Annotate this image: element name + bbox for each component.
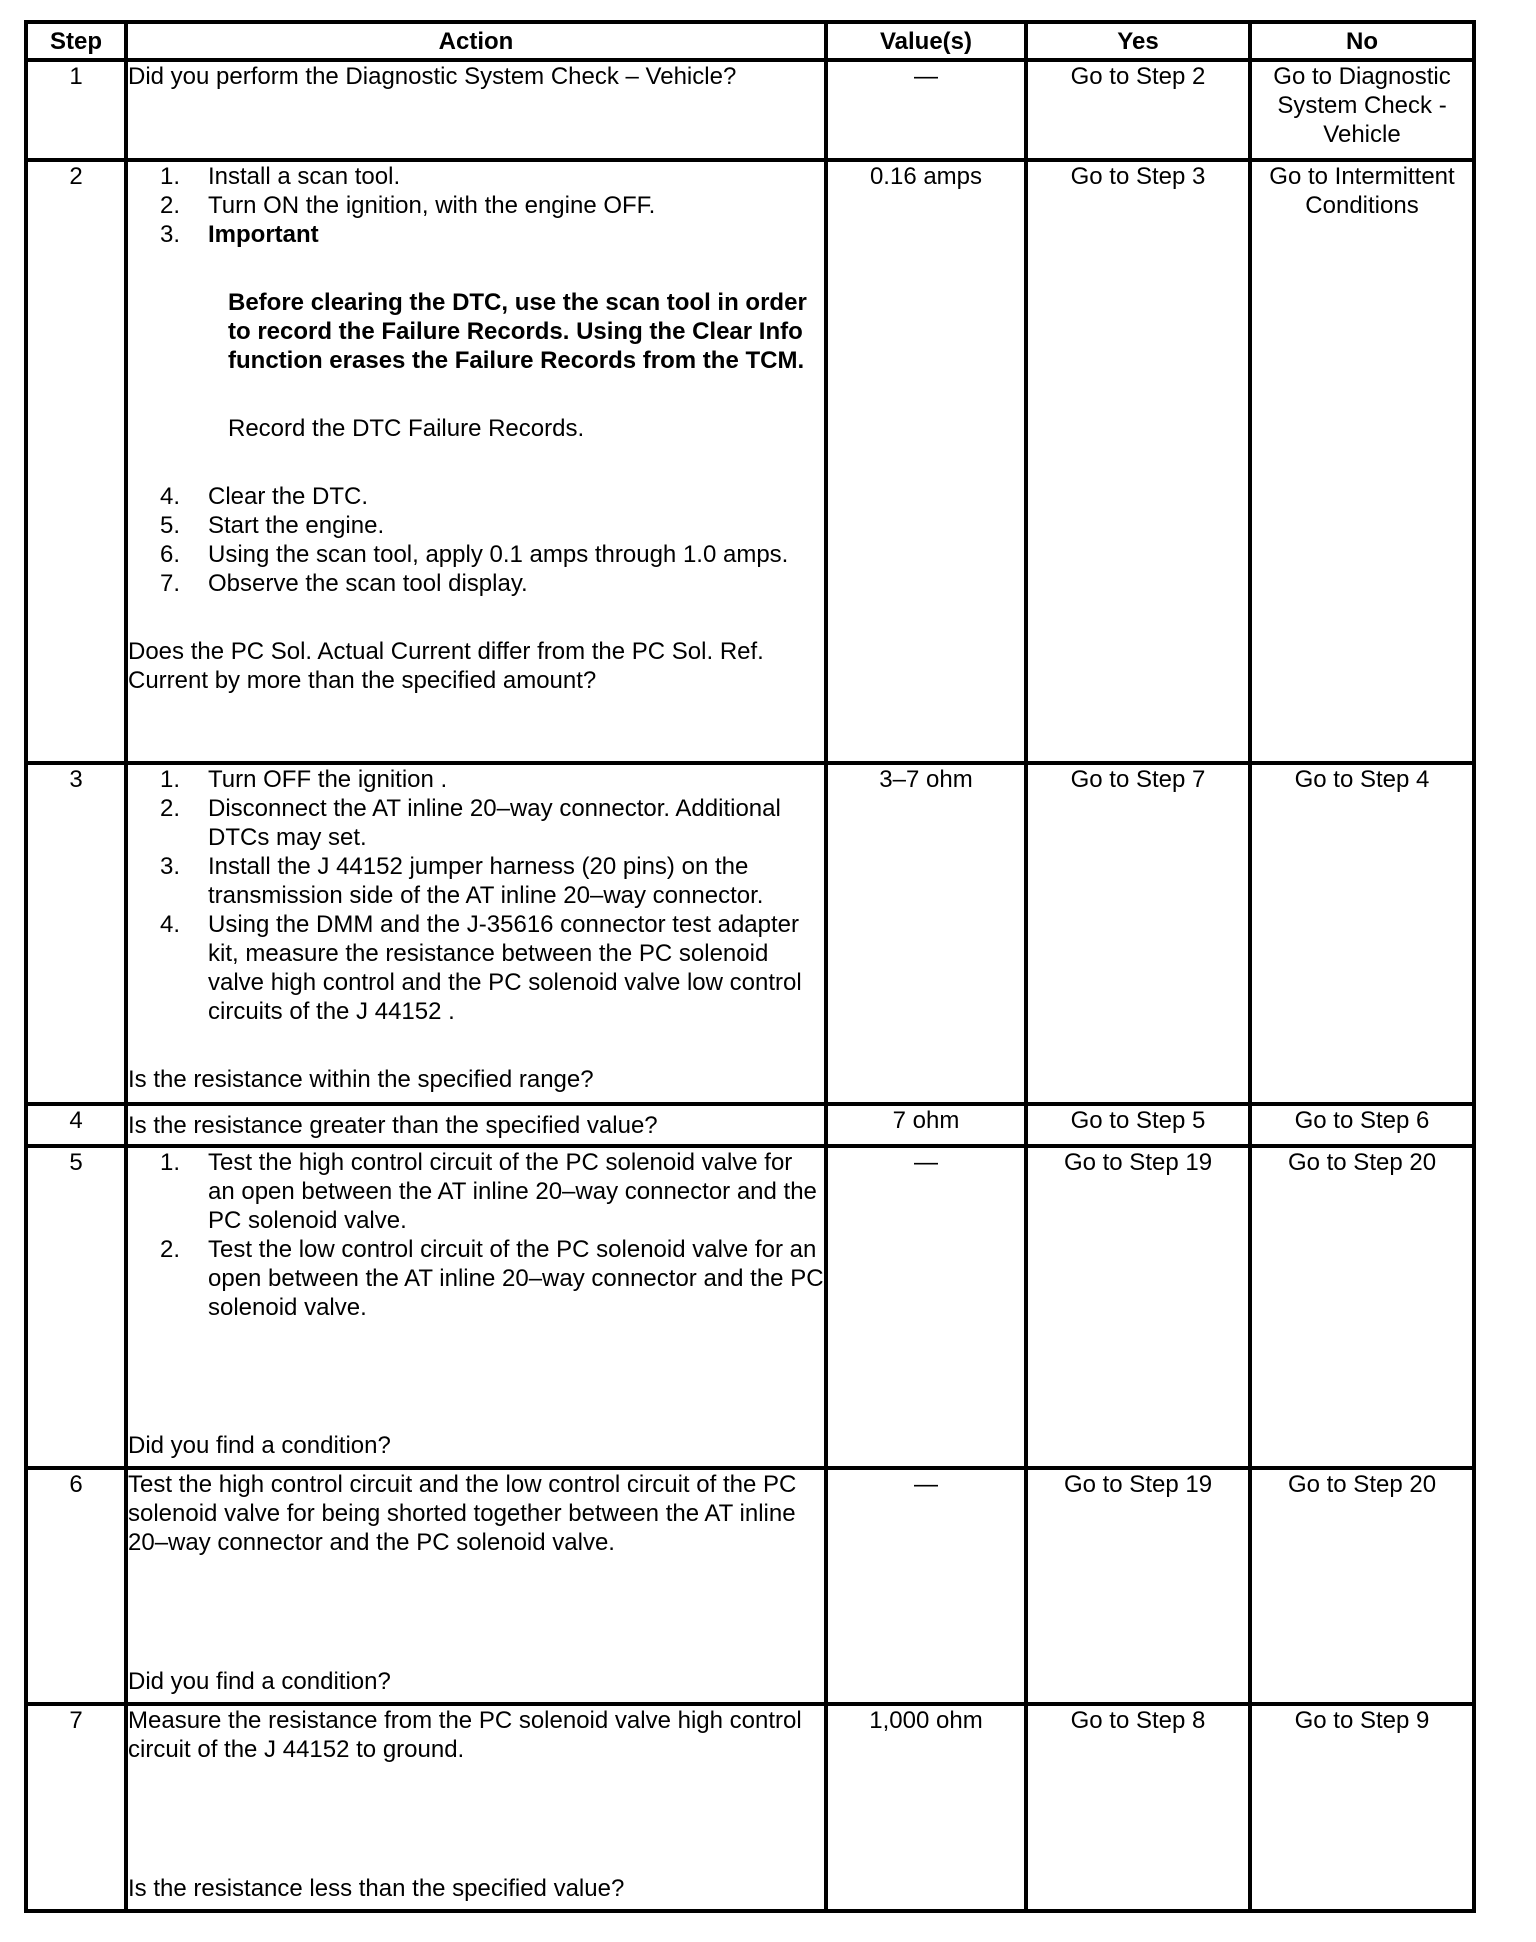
no-cell: Go to Intermittent Conditions <box>1250 160 1474 763</box>
no-cell: Go to Step 9 <box>1250 1704 1474 1911</box>
action-text: Did you perform the Diagnostic System Check – Vehicle? <box>128 63 737 90</box>
list-item: 2. Turn ON the ignition, with the engine OFF. <box>159 192 656 219</box>
list-item: 5. Start the engine. <box>159 512 385 539</box>
header-yes: Yes <box>1026 22 1250 60</box>
question-text: Is the resistance within the specified range? <box>128 1066 594 1093</box>
list-item: 3. Install the J 44152 jumper harness (20 pins) on the transmission side of the AT inline 20–way connector. <box>159 853 764 909</box>
header-values: Value(s) <box>826 22 1026 60</box>
instruction-list <box>128 162 824 249</box>
value-cell: 0.16 amps <box>826 160 1026 763</box>
value-cell: — <box>826 1468 1026 1704</box>
yes-cell: Go to Step 19 <box>1026 1468 1250 1704</box>
yes-cell: Go to Step 5 <box>1026 1104 1250 1146</box>
header-row <box>26 22 1474 60</box>
list-item: 2. Test the low control circuit of the PC solenoid valve for an open between the AT inline 20–way connector and the PC solenoid valve. <box>159 1236 824 1321</box>
step-number: 7 <box>26 1704 126 1911</box>
table-row <box>26 763 1474 1104</box>
value-cell: — <box>826 1146 1026 1468</box>
step-number: 5 <box>26 1146 126 1468</box>
list-item: 4. Using the DMM and the J-35616 connector test adapter kit, measure the resistance between the PC solenoid valve high control and the PC solenoid valve low control circuits of the J 44152 . <box>159 911 802 1025</box>
value-cell: 1,000 ohm <box>826 1704 1026 1911</box>
yes-cell: Go to Step 7 <box>1026 763 1250 1104</box>
value-cell: — <box>826 60 1026 160</box>
header-no: No <box>1250 22 1474 60</box>
action-cell <box>126 160 826 763</box>
value-cell: 7 ohm <box>826 1104 1026 1146</box>
list-item: 6. Using the scan tool, apply 0.1 amps through 1.0 amps. <box>159 541 789 568</box>
header-action: Action <box>126 22 826 60</box>
list-item: 1. Install a scan tool. <box>159 163 401 190</box>
yes-cell: Go to Step 3 <box>1026 160 1250 763</box>
question-text: Is the resistance less than the specified value? <box>128 1875 625 1902</box>
action-cell <box>126 60 826 160</box>
table-row <box>26 1704 1474 1911</box>
instruction-list <box>128 765 824 1026</box>
list-item: 1. Test the high control circuit of the PC solenoid valve for an open between the AT inline 20–way connector and the PC solenoid valve. <box>159 1149 817 1234</box>
header-step: Step <box>26 22 126 60</box>
question-text: Does the PC Sol. Actual Current differ from the PC Sol. Ref. Current by more than the specified amount? <box>128 638 764 694</box>
list-item: 3. Important <box>159 221 319 248</box>
no-cell: Go to Step 20 <box>1250 1146 1474 1468</box>
step-number: 6 <box>26 1468 126 1704</box>
no-cell: Go to Step 6 <box>1250 1104 1474 1146</box>
record-text: Record the DTC Failure Records. <box>228 415 585 442</box>
list-item: 1. Turn OFF the ignition . <box>159 766 448 793</box>
action-cell <box>126 1468 826 1704</box>
table-row <box>26 1468 1474 1704</box>
step-number: 3 <box>26 763 126 1104</box>
list-item: 4. Clear the DTC. <box>159 483 369 510</box>
yes-cell: Go to Step 2 <box>1026 60 1250 160</box>
no-cell: Go to Step 4 <box>1250 763 1474 1104</box>
action-cell <box>126 763 826 1104</box>
action-cell <box>126 1704 826 1911</box>
step-number: 4 <box>26 1104 126 1146</box>
diagnostic-table <box>24 20 1476 1913</box>
table-row <box>26 160 1474 763</box>
action-text: Is the resistance greater than the specified value? <box>128 1111 658 1139</box>
action-text: Measure the resistance from the PC solenoid valve high control circuit of the J 44152 to ground. <box>128 1707 802 1763</box>
list-item: 2. Disconnect the AT inline 20–way connector. Additional DTCs may set. <box>159 795 781 851</box>
important-note: Before clearing the DTC, use the scan tool in order to record the Failure Records. Using the Clear Info function erases the Failure Records from the TCM. <box>228 289 807 374</box>
instruction-list <box>128 1148 824 1322</box>
list-item: 7. Observe the scan tool display. <box>159 570 528 597</box>
yes-cell: Go to Step 8 <box>1026 1704 1250 1911</box>
table-row <box>26 1104 1474 1146</box>
instruction-list <box>128 482 824 598</box>
question-text: Did you find a condition? <box>128 1668 391 1695</box>
action-cell <box>126 1104 826 1146</box>
question-text: Did you find a condition? <box>128 1432 391 1459</box>
table-row <box>26 60 1474 160</box>
no-cell: Go to Diagnostic System Check - Vehicle <box>1250 60 1474 160</box>
step-number: 1 <box>26 60 126 160</box>
value-cell: 3–7 ohm <box>826 763 1026 1104</box>
table-row <box>26 1146 1474 1468</box>
yes-cell: Go to Step 19 <box>1026 1146 1250 1468</box>
step-number: 2 <box>26 160 126 763</box>
action-text: Test the high control circuit and the low control circuit of the PC solenoid valve for being shorted together between the AT inline 20–way connector and the PC solenoid valve. <box>128 1471 797 1556</box>
action-cell <box>126 1146 826 1468</box>
no-cell: Go to Step 20 <box>1250 1468 1474 1704</box>
